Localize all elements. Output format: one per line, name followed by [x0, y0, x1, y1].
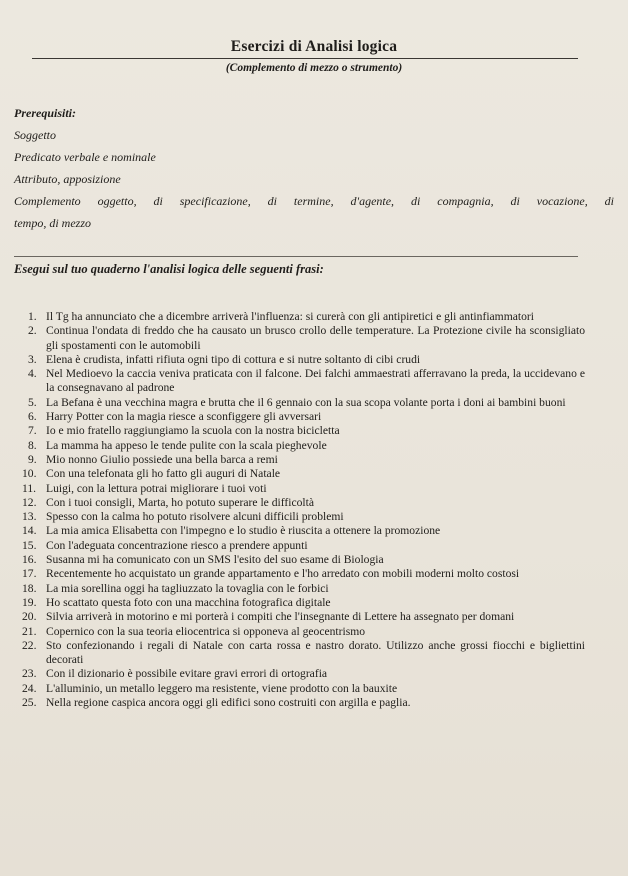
exercise-list	[22, 310, 585, 710]
exercise-sentence: Susanna mi ha comunicato con un SMS l'esito del suo esame di Biologia	[46, 553, 384, 567]
exercise-number: 16.	[22, 553, 37, 567]
exercise-number: 2.	[28, 324, 37, 338]
exercise-sentence: Recentemente ho acquistato un grande appartamento e l'ho arredato con mobili moderni molto costosi	[46, 567, 520, 581]
exercise-item	[22, 538, 585, 553]
exercise-sentence: Sto confezionando i regali di Natale con carta rossa e nastro dorato. Utilizzo anche grossi fiocchi e bigliettini decorati	[46, 638, 585, 667]
exercise-number: 23.	[22, 667, 37, 681]
exercise-item	[22, 467, 585, 481]
exercise-item	[30, 453, 585, 467]
exercise-sentence: Mio nonno Giulio possiede una bella barca a remi	[46, 452, 278, 466]
exercise-number: 21.	[22, 624, 37, 638]
exercise-sentence: Elena è crudista, infatti rifiuta ogni tipo di cottura e si nutre soltanto di cibi crudi	[46, 352, 421, 366]
exercise-number: 13.	[22, 510, 37, 524]
exercise-item	[30, 353, 585, 367]
exercise-item	[22, 524, 585, 538]
exercise-sentence: Il Tg ha annunciato che a dicembre arriverà l'influenza: si curerà con gli antipiretici e gli antinfiammatori	[46, 310, 534, 323]
exercise-number: 1.	[28, 310, 37, 323]
exercise-sentence: La mia amica Elisabetta con l'impegno e lo studio è riuscita a ottenere la promozione	[46, 524, 441, 538]
exercise-item	[30, 439, 585, 453]
exercise-item	[22, 595, 585, 610]
exercise-number: 12.	[22, 495, 37, 509]
exercise-sentence: Spesso con la calma ho potuto risolvere alcuni difficili problemi	[46, 510, 344, 524]
exercise-sentence: Con i tuoi consigli, Marta, ho potuto superare le difficoltà	[46, 495, 314, 509]
exercise-sentence: La mamma ha appeso le tende pulite con la scala pieghevole	[46, 438, 327, 452]
exercise-item	[22, 510, 585, 524]
exercise-sentence: Luigi, con la lettura potrai migliorare i tuoi voti	[46, 481, 267, 495]
exercise-number: 25.	[22, 696, 37, 710]
exercise-number: 9.	[28, 452, 37, 466]
exercise-item	[22, 495, 585, 510]
exercise-item	[30, 424, 585, 438]
exercise-item	[30, 396, 585, 410]
instruction-text: Esegui sul tuo quaderno l'analisi logica delle seguenti frasi:	[14, 262, 324, 276]
exercise-number: 4.	[28, 367, 37, 381]
exercise-sentence: Con il dizionario è possibile evitare gravi errori di ortografia	[46, 667, 328, 681]
prerequisite-item: Soggetto	[14, 128, 56, 142]
exercise-number: 3.	[28, 352, 37, 366]
exercise-item	[22, 667, 585, 681]
exercise-number: 10.	[22, 467, 37, 481]
exercise-number: 17.	[22, 567, 37, 581]
exercise-sentence: La mia sorellina oggi ha tagliuzzato la tovaglia con le forbici	[46, 581, 329, 595]
exercise-number: 5.	[28, 395, 37, 409]
exercise-sentence: L'alluminio, un metallo leggero ma resistente, viene prodotto con la bauxite	[46, 681, 398, 695]
exercise-item	[22, 481, 585, 496]
exercise-item	[22, 610, 585, 624]
exercise-item	[30, 410, 585, 424]
exercise-sentence: Con una telefonata gli ho fatto gli auguri di Natale	[46, 467, 281, 481]
exercise-number: 7.	[28, 424, 37, 438]
exercise-item	[22, 553, 585, 567]
exercise-sentence: Ho scattato questa foto con una macchina fotografica digitale	[46, 595, 331, 609]
exercise-item	[22, 567, 585, 581]
exercise-number: 19.	[22, 595, 37, 609]
prerequisite-item: Complemento oggetto, di specificazione, di termine, d'agente, di compagnia, di vocazione, di	[14, 194, 614, 208]
prerequisites-heading: Prerequisiti:	[14, 106, 76, 120]
exercise-sentence: Copernico con la sua teoria eliocentrica si opponeva al geocentrismo	[46, 624, 366, 638]
exercise-sentence: Nel Medioevo la caccia veniva praticata con il falcone. Dei falchi ammaestrati afferravano la preda, la uccidevano e la consegnavano al padrone	[46, 367, 585, 395]
prerequisites-section	[14, 102, 614, 234]
page-subtitle: (Complemento di mezzo o strumento)	[225, 62, 403, 74]
exercise-number: 8.	[28, 438, 37, 452]
exercise-item	[22, 696, 585, 710]
exercise-sentence: Con l'adeguata concentrazione riesco a prendere appunti	[46, 538, 308, 552]
exercise-number: 22.	[22, 638, 37, 652]
exercise-number: 18.	[22, 581, 37, 595]
title-divider	[32, 58, 578, 59]
exercise-sentence: Harry Potter con la magia riesce a sconfiggere gli avversari	[46, 410, 322, 424]
exercise-sentence: Silvia arriverà in motorino e mi porterà i compiti che l'insegnante di Lettere ha assegnato per domani	[46, 610, 515, 624]
section-divider	[14, 256, 578, 257]
prerequisite-item: Predicato verbale e nominale	[14, 150, 156, 164]
exercise-sentence: Nella regione caspica ancora oggi gli edifici sono costruiti con argilla e paglia.	[46, 696, 411, 710]
exercise-item	[22, 638, 585, 668]
exercise-number: 20.	[22, 610, 37, 624]
exercise-item	[22, 581, 585, 596]
exercise-number: 6.	[28, 410, 37, 424]
exercise-item	[30, 310, 585, 324]
exercise-number: 14.	[22, 524, 37, 538]
page-title: Esercizi di Analisi logica	[230, 38, 398, 55]
prerequisite-item: tempo, di mezzo	[14, 216, 91, 230]
exercise-item	[30, 367, 585, 396]
prerequisite-item: Attributo, apposizione	[14, 172, 121, 186]
exercise-number: 11.	[22, 481, 37, 495]
exercise-item	[30, 324, 585, 353]
exercise-sentence: Continua l'ondata di freddo che ha causato un brusco crollo delle temperature. La Protezione civile ha sconsigliato gli spostamenti con le automobili	[46, 324, 585, 352]
exercise-number: 15.	[22, 538, 37, 552]
exercise-item	[22, 624, 585, 639]
exercise-number: 24.	[22, 681, 37, 695]
exercise-sentence: La Befana è una vecchina magra e brutta che il 6 gennaio con la sua scopa volante porta i doni ai bambini buoni	[46, 395, 566, 409]
exercise-item	[22, 681, 585, 696]
exercise-sentence: Io e mio fratello raggiungiamo la scuola con la nostra bicicletta	[46, 424, 340, 438]
